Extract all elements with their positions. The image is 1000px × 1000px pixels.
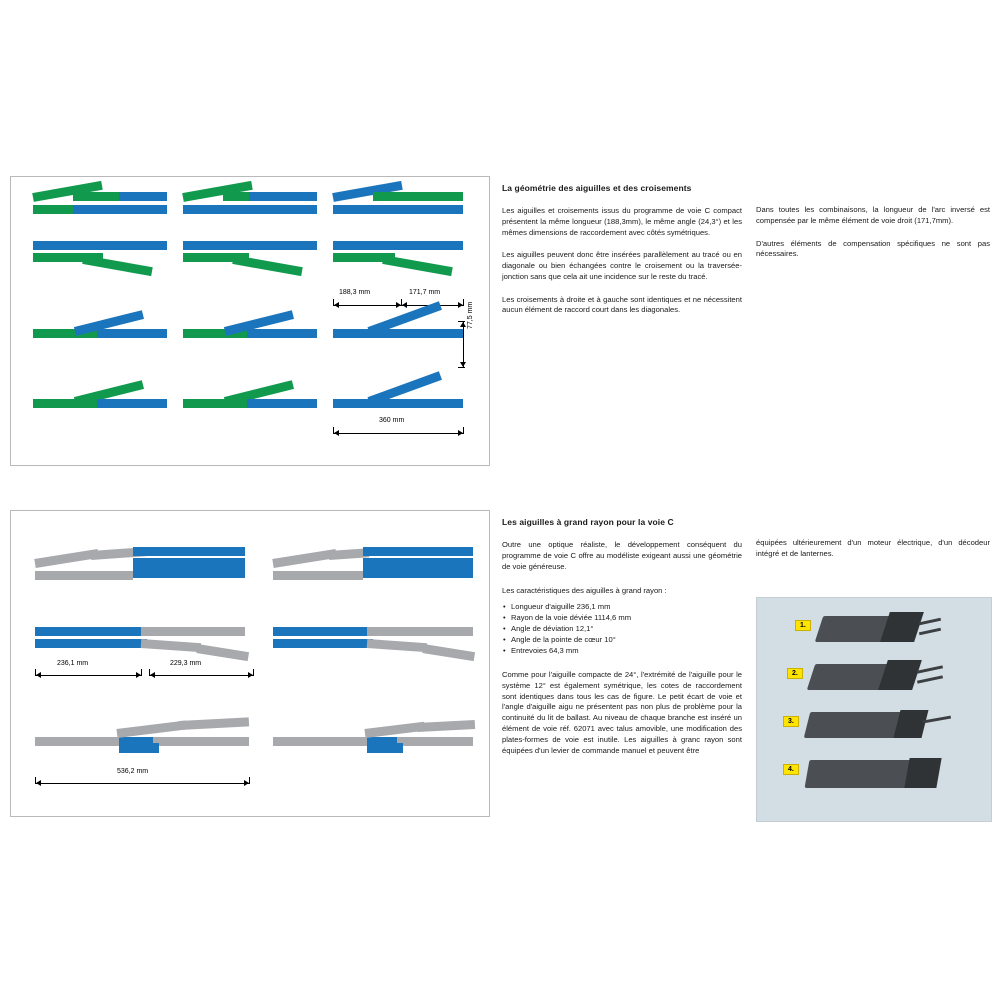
list-item: • Angle de la pointe de cœur 10° <box>511 634 742 645</box>
dim-label-1883: 188,3 mm <box>339 289 371 296</box>
screw-1 <box>919 618 941 626</box>
track-grey-23c <box>196 644 249 661</box>
assembly-photo-panel <box>756 597 992 822</box>
photo-badge-2: 2. <box>787 668 803 679</box>
dim-label-5362: 536,2 mm <box>117 768 149 775</box>
track-blue-9 <box>333 329 463 338</box>
list-item: • Rayon de la voie déviée 1114,6 mm <box>511 612 742 623</box>
dim-arrow-left-1 <box>334 302 339 308</box>
track-blue-24b <box>273 639 373 648</box>
track-blue-10 <box>97 399 167 408</box>
dim-arrow-360-right <box>458 430 463 436</box>
dim-line-360 <box>333 433 463 434</box>
dim-line-2293 <box>149 675 253 676</box>
track-blue-7 <box>97 329 167 338</box>
track-grey-21c <box>35 571 133 580</box>
track-grey-26b <box>397 737 473 746</box>
track-green-1c <box>73 192 123 201</box>
track-blue-24 <box>273 627 373 636</box>
track-grey-25 <box>35 737 125 746</box>
track-grey-25b <box>153 737 249 746</box>
photo-badge-1: 1. <box>795 620 811 631</box>
track-blue-25b <box>119 743 159 753</box>
track-grey-23b <box>141 639 201 652</box>
section1-title: La géométrie des aiguilles et des croisements <box>502 183 692 193</box>
section1-right-para-1: Dans toutes les combinaisons, la longueur de l'arc inversé est compensée par le même élément de voie droit (171,7mm). <box>756 205 990 225</box>
dim-line-2361 <box>35 675 141 676</box>
track-blue-21 <box>133 547 245 556</box>
section1-para-3: Les croisements à droite et à gauche sont identiques et ne nécessitent aucun élément de raccord court dans les diagonales. <box>502 294 742 315</box>
dim-vline-775 <box>463 321 464 367</box>
track-green-4b <box>82 255 152 276</box>
dim-arrow-right-2 <box>458 302 463 308</box>
dim-arrow-2361-right <box>136 672 141 678</box>
turnout-geometry-diagram <box>10 176 490 466</box>
track-green-3 <box>373 192 463 201</box>
screw-3 <box>923 716 951 724</box>
dim-tick-c <box>463 299 464 306</box>
track-grey-26 <box>273 737 373 746</box>
dim-arrow-2293-right <box>248 672 253 678</box>
rail-set-3 <box>894 710 929 738</box>
section1-right-para-2: D'autres éléments de compensation spécifiques ne sont pas nécessaires. <box>756 238 990 259</box>
track-blue-2b <box>183 205 317 214</box>
track-green-5b <box>232 255 302 276</box>
track-grey-23 <box>141 627 245 636</box>
dim-arrow-down <box>460 362 466 367</box>
dim-arrow-5362-left <box>36 780 41 786</box>
dim-line-5362 <box>35 783 249 784</box>
dim-arrow-2361-left <box>36 672 41 678</box>
dim-tick-5362b <box>249 777 250 784</box>
track-blue-1 <box>119 192 167 201</box>
screw-2 <box>917 665 943 673</box>
track-blue-1b <box>73 205 167 214</box>
dim-label-1717: 171,7 mm <box>409 289 441 296</box>
track-blue-12 <box>333 399 463 408</box>
track-grey-25c <box>116 721 187 738</box>
track-blue-8 <box>247 329 317 338</box>
track-blue-26b <box>367 743 403 753</box>
list-item: • Entrevoies 64,3 mm <box>511 645 742 656</box>
section2-features-title: Les caractéristiques des aiguilles à grand rayon : <box>502 586 667 596</box>
section2-intro: Outre une optique réaliste, le développement conséquent du programme de voie C offre au modéliste exigeant aussi une géométrie de voie généreuse. <box>502 540 742 571</box>
track-blue-23b <box>35 639 147 648</box>
track-grey-22c <box>273 571 363 580</box>
track-grey-25d <box>179 717 249 730</box>
section2-title: Les aiguilles à grand rayon pour la voie C <box>502 517 674 527</box>
dim-arrow-5362-right <box>244 780 249 786</box>
track-blue-11 <box>247 399 317 408</box>
dim-tick-2293b <box>253 669 254 676</box>
rail-set-4 <box>904 758 941 788</box>
section1-text-col1 <box>502 183 742 316</box>
track-blue-5 <box>183 241 317 250</box>
section2-right-body: équipées ultérieurement d'un moteur électrique, d'un décodeur intégré et de lanternes. <box>756 538 990 558</box>
section1-text-col2 <box>756 205 990 260</box>
track-blue-6 <box>333 241 463 250</box>
track-grey-21 <box>34 549 99 568</box>
dim-label-2293: 229,3 mm <box>170 660 202 667</box>
dim-arrow-2293-left <box>150 672 155 678</box>
section2-text-col2 <box>756 538 990 560</box>
dim-arrow-up <box>460 322 466 327</box>
track-blue-22b <box>363 558 473 578</box>
track-blue-23 <box>35 627 147 636</box>
section2-body: Comme pour l'aiguille compacte de 24°, l'extrémité de l'aiguille pour le système 12° est également symétrique, les cotes de raccordement sont identiques dans tous les cas de figure. Le petit écart de voie et l'angle d'aiguille aigu ne présentent pas non plus de problème pour la continuité du lit de ballast. Au niveau de chaque branche est inséré un élément de voie réf. 62071 avec talus amovible, une modification des plates-formes de voie est inutile. Les aiguilles à granc rayon sont équipées d'un levier de commande manuel et peuvent être <box>502 670 742 755</box>
photo-badge-3: 3. <box>783 716 799 727</box>
track-grey-26d <box>417 720 475 732</box>
track-grey-24 <box>367 627 473 636</box>
dim-label-2361: 236,1 mm <box>57 660 89 667</box>
turnout-body-3 <box>804 712 906 738</box>
track-grey-24b <box>367 639 427 652</box>
list-item: • Angle de déviation 12,1° <box>511 623 742 634</box>
track-blue-21b <box>133 569 245 578</box>
track-blue-2 <box>249 192 317 201</box>
photo-badge-4: 4. <box>783 764 799 775</box>
section1-para-2: Les aiguilles peuvent donc être insérées parallèlement au tracé ou en diagonale ou bien échangées contre le croisement ou la traversée-jonction sans que cela ait une incidence sur le reste du tracé. <box>502 250 742 281</box>
track-blue-21c <box>133 558 245 570</box>
dim-line-1883 <box>333 305 401 306</box>
dim-arrow-left-2 <box>402 302 407 308</box>
wide-radius-turnout-diagram <box>10 510 490 817</box>
list-item: • Longueur d'aiguille 236,1 mm <box>511 601 742 612</box>
track-grey-24c <box>422 644 475 661</box>
dim-label-360: 360 mm <box>379 417 405 424</box>
track-blue-4 <box>33 241 167 250</box>
dim-vtick-b <box>458 367 465 368</box>
dim-tick-2361b <box>141 669 142 676</box>
track-green-6b <box>382 255 452 276</box>
dim-arrow-360-left <box>334 430 339 436</box>
track-blue-22 <box>363 547 473 556</box>
track-blue-3b <box>333 205 463 214</box>
screw-2b <box>917 675 943 683</box>
section1-para-1: Les aiguilles et croisements issus du programme de voie C compact présentent la même longueur (188,3mm), le même angle (24,3°) et les mêmes dimensions de raccordement avec côtés symétriques. <box>502 206 742 237</box>
dim-label-775: 77,5 mm <box>467 301 474 329</box>
screw-1b <box>919 628 941 636</box>
section2-feature-list <box>502 601 742 656</box>
dim-tick-360b <box>463 427 464 434</box>
track-grey-22 <box>272 549 337 568</box>
section2-text-col1 <box>502 517 742 756</box>
